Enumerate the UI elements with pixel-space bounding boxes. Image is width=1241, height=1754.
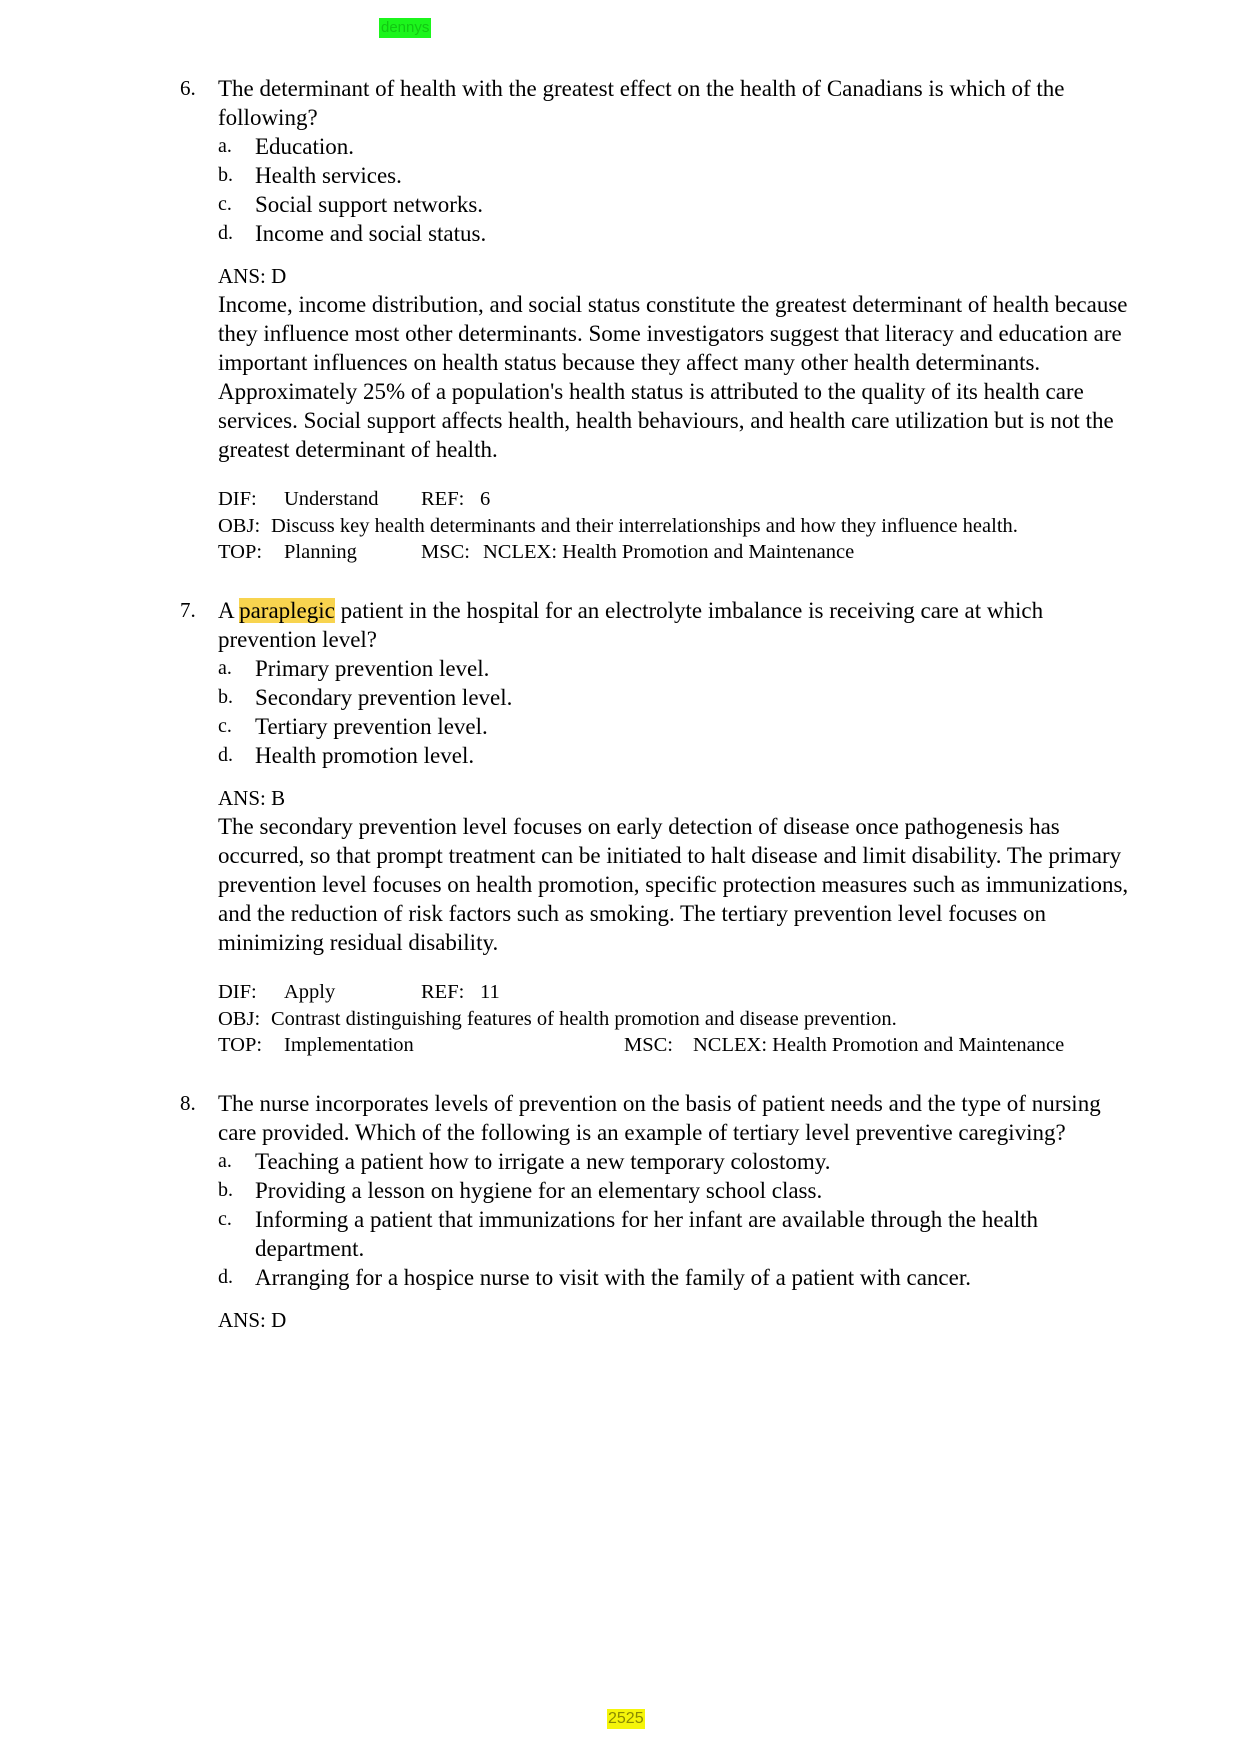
metadata xyxy=(218,979,1140,1059)
question-7 xyxy=(180,596,1140,1059)
msc-label: MSC: xyxy=(624,1034,673,1056)
option-c xyxy=(218,1205,1140,1263)
msc-value: NCLEX: Health Promotion and Maintenance xyxy=(483,541,855,563)
question-8 xyxy=(180,1089,1140,1334)
obj-label: OBJ: xyxy=(218,514,261,537)
question-number: 6. xyxy=(180,76,196,100)
msc-label: MSC: xyxy=(421,541,470,563)
option-letter: c. xyxy=(218,193,232,215)
option-d xyxy=(218,741,1140,770)
ref-label: REF: xyxy=(421,981,465,1003)
rationale: Income, income distribution, and social status constitute the greatest determinant of health because they influence most other determinants. Some investigators suggest that literacy and education are important influences on health status because they affect many other health determinants. Approximately 25% of a population's health status is attributed to the quality of its health care services. Social support affects health, health behaviours, and health care utilization but is not the greatest determinant of health. xyxy=(218,292,1128,462)
option-text: Education. xyxy=(255,134,354,159)
options-list xyxy=(218,654,1140,770)
option-text: Health promotion level. xyxy=(255,743,475,768)
dif-value: Apply xyxy=(284,981,336,1003)
options-list xyxy=(218,132,1140,248)
rationale: The secondary prevention level focuses on early detection of disease once pathogenesis has occurred, so that prompt treatment can be initiated to halt disease and limit disability. The primary prevention level focuses on health promotion, specific protection measures such as immunizations, and the reduction of risk factors such as smoking. The tertiary prevention level focuses on minimizing residual disability. xyxy=(218,814,1129,955)
watermark-tag: dennys xyxy=(381,19,430,36)
option-text: Teaching a patient how to irrigate a new temporary colostomy. xyxy=(255,1149,831,1174)
option-text: Primary prevention level. xyxy=(255,656,490,681)
option-letter: c. xyxy=(218,1208,232,1230)
option-text: Arranging for a hospice nurse to visit with the family of a patient with cancer. xyxy=(255,1265,971,1290)
option-text: Secondary prevention level. xyxy=(255,685,513,710)
metadata xyxy=(218,486,1140,566)
obj-value: Discuss key health determinants and their interrelationships and how they influence health. xyxy=(271,514,1018,537)
option-letter: b. xyxy=(218,686,233,708)
option-c xyxy=(218,712,1140,741)
option-letter: b. xyxy=(218,1179,233,1201)
option-letter: a. xyxy=(218,657,232,679)
option-a xyxy=(218,1147,1140,1176)
obj-value: Contrast distinguishing features of health promotion and disease prevention. xyxy=(271,1007,897,1030)
options-list xyxy=(218,1147,1140,1292)
option-letter: a. xyxy=(218,1150,232,1172)
answer-key: ANS: D xyxy=(218,264,287,288)
option-letter: c. xyxy=(218,715,232,737)
question-stem: The determinant of health with the greatest effect on the health of Canadians is which of the following? xyxy=(218,76,1065,130)
option-text: Income and social status. xyxy=(255,221,487,246)
option-text: Tertiary prevention level. xyxy=(255,714,488,739)
ref-label: REF: xyxy=(421,488,465,510)
page-number: 2525 xyxy=(608,1710,644,1727)
answer-key: ANS: D xyxy=(218,1308,287,1332)
question-number: 8. xyxy=(180,1091,196,1115)
question-6 xyxy=(180,74,1140,566)
top-label: TOP: xyxy=(218,1034,263,1056)
option-a xyxy=(218,654,1140,683)
option-text: Social support networks. xyxy=(255,192,484,217)
option-c xyxy=(218,190,1140,219)
option-b xyxy=(218,161,1140,190)
obj-label: OBJ: xyxy=(218,1007,261,1030)
top-value: Implementation xyxy=(284,1034,414,1056)
option-letter: b. xyxy=(218,164,233,186)
option-letter: d. xyxy=(218,222,233,244)
option-letter: a. xyxy=(218,135,232,157)
question-number: 7. xyxy=(180,598,196,622)
option-text: Providing a lesson on hygiene for an elementary school class. xyxy=(255,1178,823,1203)
option-d xyxy=(218,1263,1140,1292)
dif-label: DIF: xyxy=(218,981,257,1003)
option-b xyxy=(218,683,1140,712)
dif-value: Understand xyxy=(284,488,379,510)
highlighted-term: paraplegic xyxy=(239,598,335,623)
option-text: Health services. xyxy=(255,163,402,188)
dif-label: DIF: xyxy=(218,488,257,510)
option-text: Informing a patient that immunizations for her infant are available through the health department. xyxy=(255,1207,1039,1261)
option-b xyxy=(218,1176,1140,1205)
ref-value: 11 xyxy=(480,981,500,1003)
question-stem: A paraplegic patient in the hospital for an electrolyte imbalance is receiving care at which prevention level? xyxy=(218,598,1044,652)
ref-value: 6 xyxy=(480,488,491,510)
option-d xyxy=(218,219,1140,248)
question-stem: The nurse incorporates levels of prevention on the basis of patient needs and the type of nursing care provided. Which of the following is an example of tertiary level preventive caregiving? xyxy=(218,1091,1101,1145)
top-label: TOP: xyxy=(218,541,263,563)
msc-value: NCLEX: Health Promotion and Maintenance xyxy=(693,1034,1065,1056)
top-value: Planning xyxy=(284,541,357,563)
option-a xyxy=(218,132,1140,161)
option-letter: d. xyxy=(218,744,233,766)
option-letter: d. xyxy=(218,1266,233,1288)
answer-key: ANS: B xyxy=(218,786,286,810)
